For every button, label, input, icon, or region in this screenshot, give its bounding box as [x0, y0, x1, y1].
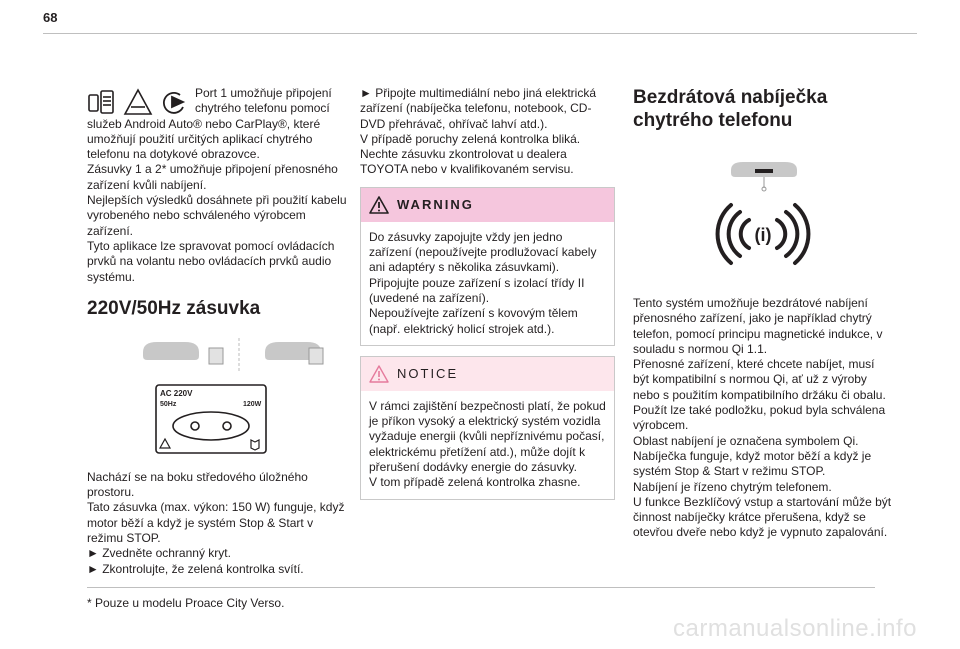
- notice-body: V rámci zajištění bezpečnosti platí, že pokud je příkon vysoký a elektrický systém vozidla vyžaduje energii (kvůli nepříznivému počasí, elektrickému přetížení atd.), může dojít k přerušení dodávky energie do zásuvky. V tom případě zelená kontrolka zhasne.: [369, 398, 606, 490]
- page-number: 68: [43, 10, 58, 25]
- middle-column: [360, 86, 615, 500]
- notice-title: NOTICE: [397, 366, 459, 382]
- phone-mirror-icon: [89, 91, 113, 113]
- port-intro: Port 1 umožňuje připojení chytrého telefonu pomocí: [195, 86, 332, 116]
- port-icons: [87, 87, 189, 117]
- port-body: služeb Android Auto® nebo CarPlay®, které umožňují použití určitých aplikací chytrého telefonu na dotykové obrazovce. Zásuvky 1 a 2* umožňuje připojení přenosného zařízení kvůli nabíjení. Nejlepších výsledků dosáhnete při použití kabelu vyrobeného nebo schváleného výrobcem zařízení. Tyto aplikace lze spravovat pomocí ovládacích prvků na volantu nebo ovládacích prvků audio systému.: [87, 116, 347, 284]
- notice-icon: [369, 365, 389, 383]
- notice-box: [360, 356, 615, 500]
- socket-panel-illustration: [155, 384, 267, 454]
- console-location-icon: [139, 338, 339, 372]
- watermark: carmanualsonline.info: [673, 615, 917, 642]
- charger-location-icon: [729, 158, 799, 192]
- qi-wireless-icon: [713, 202, 813, 266]
- wireless-charger-body: Tento systém umožňuje bezdrátové nabíjení přenosného zařízení, jako je například chytrý telefon, pomocí principu magnetické indukce, v souladu s normou Qi 1.1. Přenosné zařízení, které chcete nabíjet, musí být kompatibilní s normou Qi, ať už z výroby nebo s použitím kompatibilního držáku či obalu. Použít lze také podložku, pokud byla schválena výrobcem. Oblast nabíjení je označena symbolem Qi. Nabíječka funguje, když motor běží a když je systém Stop & Start v režimu STOP. Nabíjení je řízeno chytrým telefonem. U funkce Bezklíčový vstup a startování může být činnost nabíječky krátce přerušena, když se otevřou dveře nebo když je vypnuto zapalování.: [633, 296, 892, 540]
- footnote-divider: [87, 587, 875, 588]
- android-auto-icon: [125, 90, 151, 114]
- socket-hz-label: 50Hz: [160, 400, 177, 408]
- wireless-charger-heading: Bezdrátová nabíječka chytrého telefonu: [633, 87, 828, 131]
- warning-header: [361, 188, 614, 222]
- warning-title: WARNING: [397, 197, 474, 213]
- warning-icon: [369, 196, 389, 214]
- footnote: * Pouze u modelu Proace City Verso.: [87, 596, 285, 610]
- socket-heading: 220V/50Hz zásuvka: [87, 297, 261, 319]
- socket-ac-label: AC 220V: [160, 388, 193, 398]
- right-column: [633, 86, 893, 541]
- carplay-icon: [164, 93, 183, 113]
- socket-instructions: ► Připojte multimediální nebo jiná elektrická zařízení (nabíječka telefonu, notebook, CD-DVD přehrávač, ohřívač lahví atd.). V případě poruchy zelená kontrolka bliká. Nechte zásuvku zkontrolovat u dealera TOYOTA nebo v kvalifikovaném servisu.: [360, 86, 596, 177]
- notice-header: [361, 357, 614, 391]
- socket-watt-label: 120W: [243, 400, 262, 408]
- socket-body: Nachází se na boku středového úložného prostoru. Tato zásuvka (max. výkon: 150 W) funguje, když motor běží a když je systém Stop & Start v režimu STOP. ► Zvedněte ochranný kryt. ► Zkontrolujte, že zelená kontrolka svítí.: [87, 469, 345, 576]
- left-column: [87, 86, 347, 577]
- warning-body: Do zásuvky zapojujte vždy jen jedno zařízení (nepoužívejte prodlužovací kabely ani adaptéry s několika zásuvkami). Připojujte pouze zařízení s izolací třídy II (uvedené na zařízení). Nepoužívejte zařízení s kovovým tělem (např. elektrický holicí strojek atd.).: [369, 229, 597, 336]
- warning-box: [360, 187, 615, 346]
- top-divider: [43, 33, 917, 34]
- svg-text:(i): (i): [754, 225, 772, 245]
